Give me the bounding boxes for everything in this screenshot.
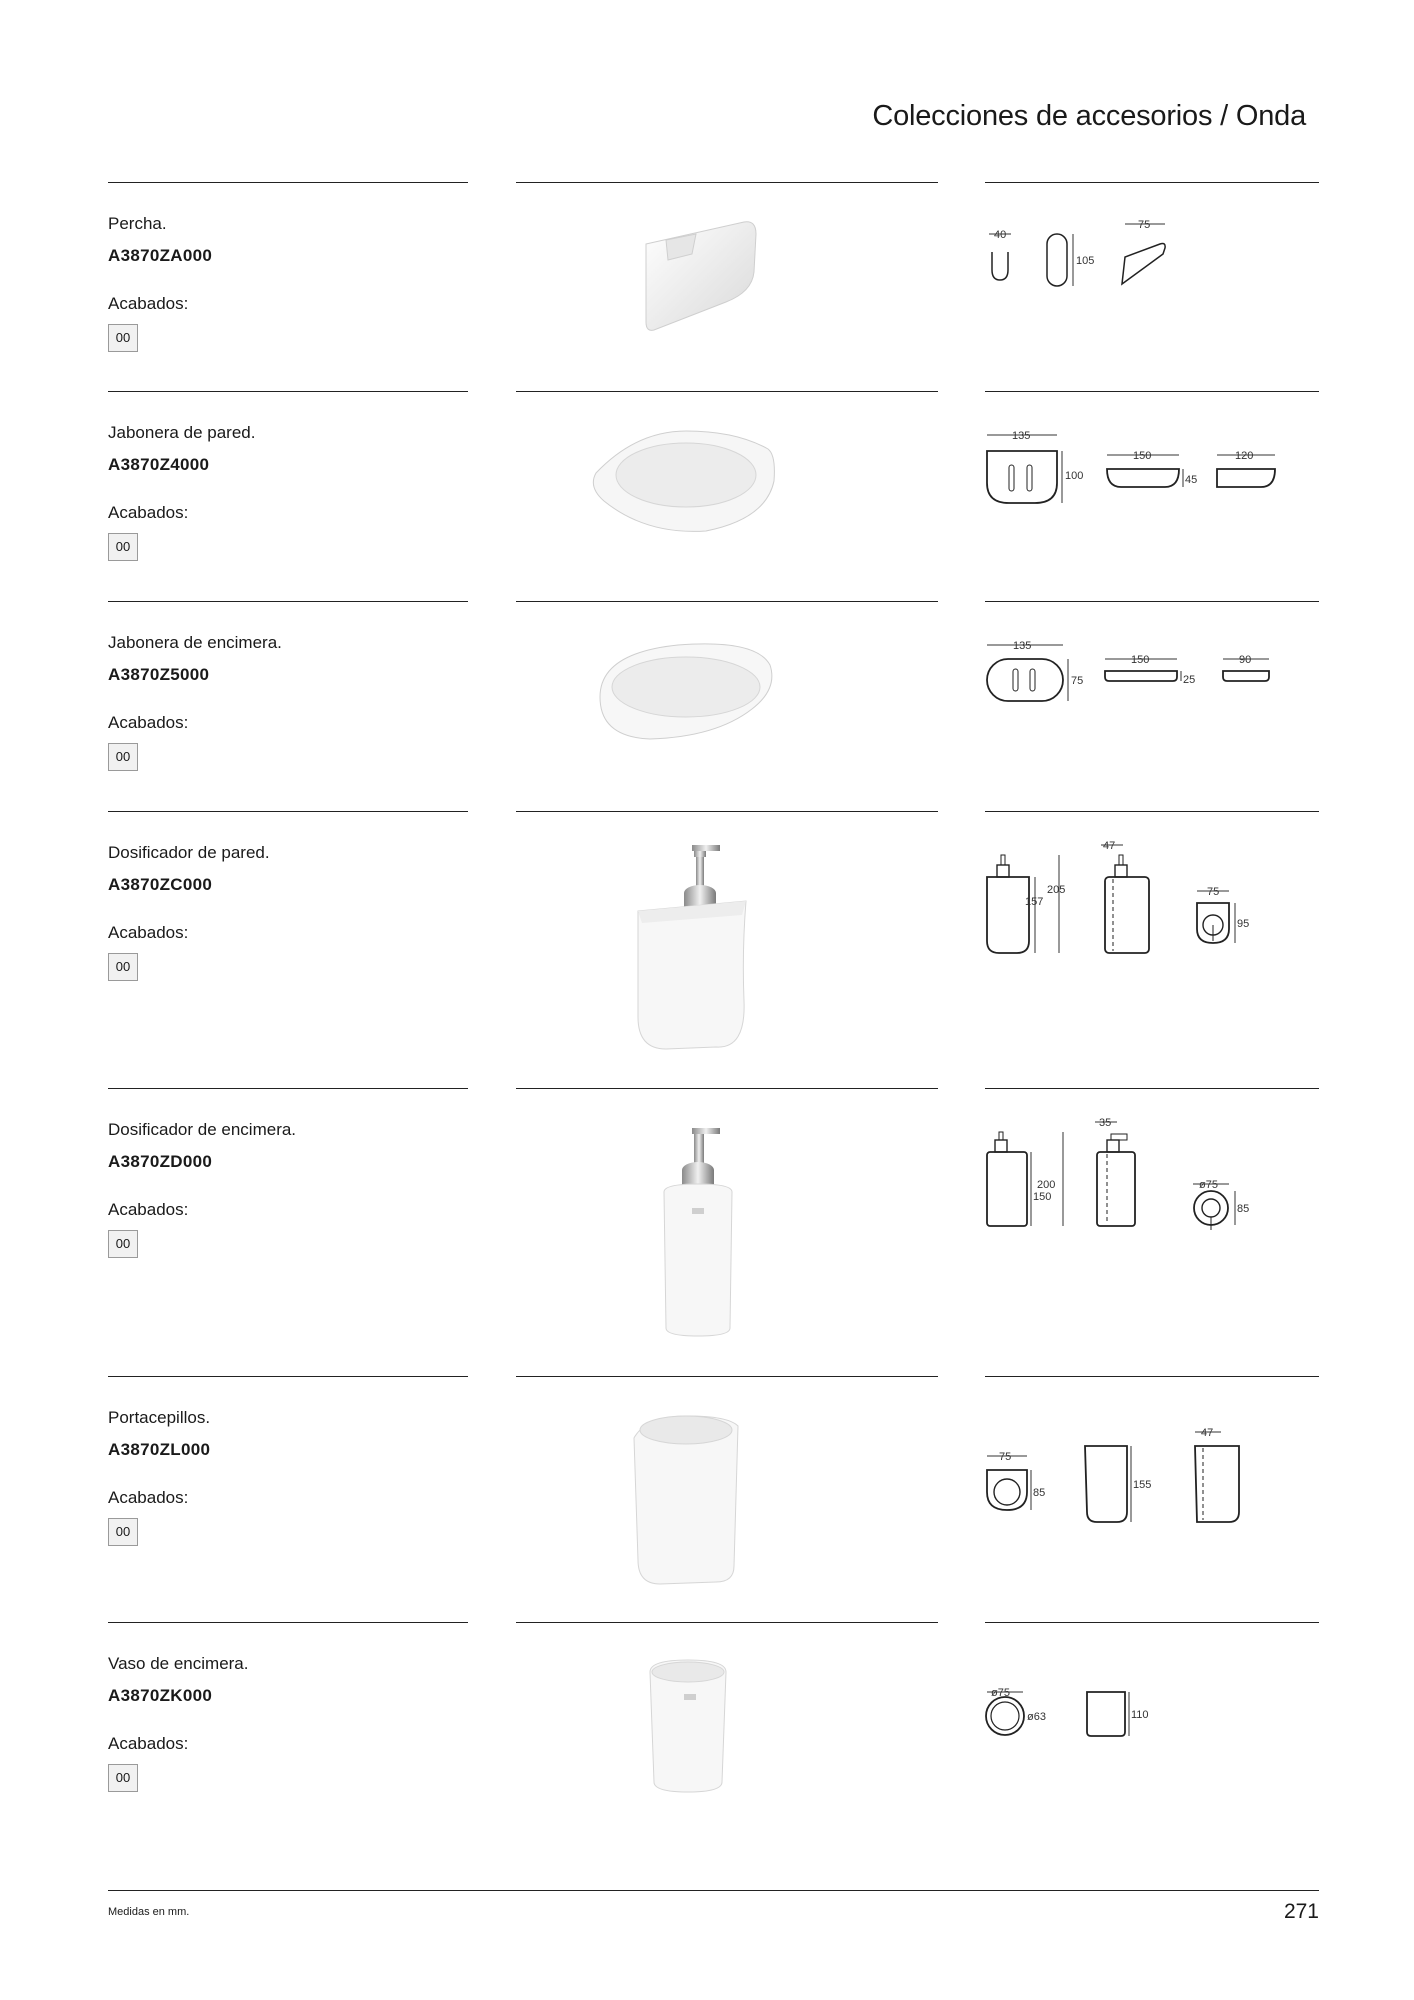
dim-label: 25	[1183, 674, 1196, 686]
product-code: A3870ZL000	[108, 1440, 211, 1459]
divider	[985, 1088, 1319, 1089]
dim-label: 85	[1237, 1203, 1250, 1215]
product-name: Dosificador de encimera.	[108, 1120, 297, 1139]
product-code: A3870ZC000	[108, 875, 213, 894]
dim-label: 105	[1076, 255, 1095, 267]
product-photo	[516, 1622, 938, 1822]
finishes-label: Acabados:	[108, 503, 189, 522]
finishes-label: Acabados:	[108, 1488, 189, 1507]
finish-chip[interactable]: 00	[108, 743, 138, 771]
product-code: A3870ZK000	[108, 1686, 213, 1705]
product-name: Portacepillos.	[108, 1408, 211, 1427]
dim-label: ø75	[991, 1687, 1010, 1699]
dim-label: 120	[1235, 450, 1254, 462]
dim-label: 40	[994, 229, 1007, 241]
product-name: Jabonera de pared.	[108, 423, 256, 442]
dim-label: 95	[1237, 918, 1250, 930]
dim-label: 200	[1037, 1179, 1056, 1191]
dim-label: 150	[1033, 1191, 1052, 1203]
product-name: Dosificador de pared.	[108, 843, 270, 862]
dim-label: 110	[1131, 1709, 1149, 1721]
dim-label: 150	[1131, 654, 1150, 666]
dim-label: 135	[1013, 640, 1032, 652]
product-code: A3870ZA000	[108, 246, 213, 265]
technical-drawing	[985, 841, 1319, 991]
finish-chip[interactable]: 00	[108, 533, 138, 561]
product-photo	[516, 1376, 938, 1616]
finish-chip[interactable]: 00	[108, 1518, 138, 1546]
divider	[985, 601, 1319, 602]
divider	[985, 811, 1319, 812]
dim-label: 75	[1071, 675, 1084, 687]
dim-label: 75	[1138, 219, 1151, 231]
dim-label: 157	[1025, 896, 1044, 908]
divider	[985, 391, 1319, 392]
product-name: Jabonera de encimera.	[108, 633, 282, 652]
divider	[108, 1376, 468, 1377]
product-code: A3870Z4000	[108, 455, 210, 474]
technical-drawing	[985, 1118, 1319, 1268]
divider	[108, 811, 468, 812]
finish-chip[interactable]: 00	[108, 324, 138, 352]
dim-label: 75	[999, 1451, 1012, 1463]
technical-drawing	[985, 1406, 1319, 1546]
product-row-vaso-encimera	[0, 1622, 1414, 1862]
product-row-jabonera-encimera	[0, 601, 1414, 811]
finishes-label: Acabados:	[108, 1734, 189, 1753]
product-row-portacepillos	[0, 1376, 1414, 1622]
dim-label: 85	[1033, 1487, 1046, 1499]
dim-label: 100	[1065, 470, 1084, 482]
dim-label: 135	[1012, 430, 1031, 442]
product-photo	[516, 182, 938, 382]
technical-drawing	[985, 1652, 1319, 1772]
product-row-percha	[0, 182, 1414, 392]
product-name: Vaso de encimera.	[108, 1654, 249, 1673]
finish-chip[interactable]: 00	[108, 1230, 138, 1258]
divider	[108, 1088, 468, 1089]
page-number: 271	[1283, 1900, 1319, 1923]
divider	[108, 601, 468, 602]
footer-note: Medidas en mm.	[108, 1906, 190, 1918]
dim-label: 47	[1201, 1427, 1214, 1439]
finishes-label: Acabados:	[108, 923, 189, 942]
footer-divider	[108, 1890, 1319, 1891]
product-code: A3870Z5000	[108, 665, 210, 684]
finish-chip[interactable]: 00	[108, 953, 138, 981]
dim-label: ø75	[1199, 1179, 1218, 1191]
dim-label: 35	[1099, 1118, 1112, 1129]
finishes-label: Acabados:	[108, 713, 189, 732]
dim-label: ø63	[1027, 1711, 1046, 1723]
divider	[985, 1622, 1319, 1623]
technical-drawing	[985, 421, 1319, 551]
divider	[108, 1622, 468, 1623]
page-title: Colecciones de accesorios / Onda	[872, 100, 1306, 132]
dim-label: 75	[1207, 886, 1220, 898]
finishes-label: Acabados:	[108, 294, 189, 313]
dim-label: 47	[1103, 841, 1116, 852]
finishes-label: Acabados:	[108, 1200, 189, 1219]
dim-label: 90	[1239, 654, 1252, 666]
product-photo	[516, 601, 938, 801]
dim-label: 205	[1047, 884, 1066, 896]
dim-label: 45	[1185, 474, 1198, 486]
finish-chip[interactable]: 00	[108, 1764, 138, 1792]
technical-drawing	[985, 212, 1319, 342]
product-row-jabonera-pared	[0, 391, 1414, 601]
product-photo	[516, 811, 938, 1079]
product-name: Percha.	[108, 214, 167, 233]
divider	[108, 182, 468, 183]
product-row-dosificador-encimera	[0, 1088, 1414, 1376]
divider	[108, 391, 468, 392]
product-photo	[516, 391, 938, 591]
technical-drawing	[985, 631, 1319, 761]
dim-label: 155	[1133, 1479, 1152, 1491]
product-row-dosificador-pared	[0, 811, 1414, 1089]
product-photo	[516, 1088, 938, 1374]
divider	[985, 1376, 1319, 1377]
divider	[985, 182, 1319, 183]
dim-label: 150	[1133, 450, 1152, 462]
product-code: A3870ZD000	[108, 1152, 213, 1171]
